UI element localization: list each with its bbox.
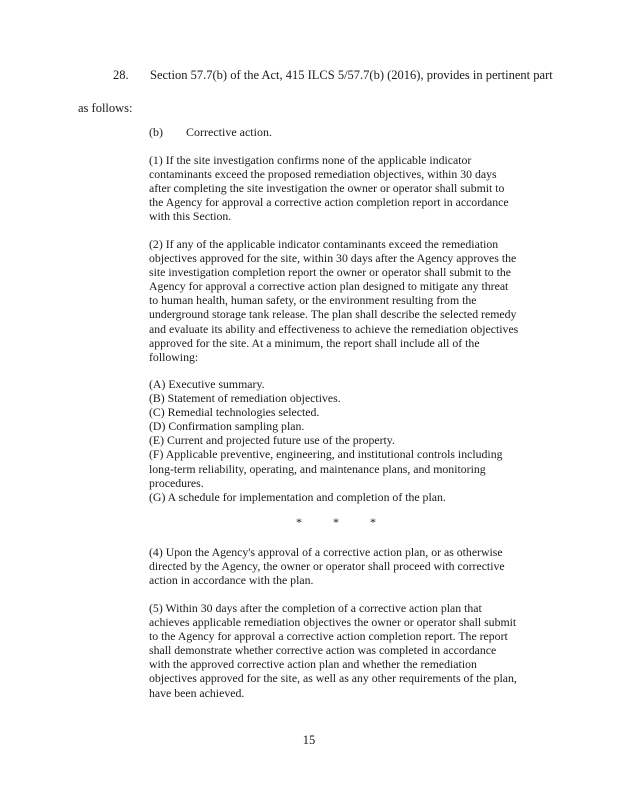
list-item: (D) Confirmation sampling plan. <box>149 419 305 434</box>
list-item: (C) Remedial technologies selected. <box>149 405 320 420</box>
quote-text: (1) If the site investigation confirms none of the applicable indicator contaminants exceed the proposed remediation objectives, within 30 days after completing the site investigation the owner or operator shall submit to the Agency for approval a corrective action completion report in accordance with this Section. <box>149 153 509 224</box>
quote-text: (2) If any of the applicable indicator contaminants exceed the remediation objectives approved for the site, within 30 days after the Agency approves the site investigation completion report the owner or operator shall submit to the Agency for approval a corrective action plan designed to mitigate any threat to human health, human safety, or the environment resulting from the underground storage tank release. The plan shall describe the selected remedy and evaluate its ability and effectiveness to achieve the remediation objectives approved for the site. At a minimum, the report shall include all of the following: <box>149 237 519 364</box>
quote-text: (5) Within 30 days after the completion of a corrective action plan that achieves applicable remediation objectives the owner or operator shall submit to the Agency for approval a corrective action completion report. The report shall demonstrate whether corrective action was completed in accordance with the approved corrective action plan and whether the remediation objectives approved for the site, as well as any other requirements of the plan, have been achieved. <box>149 601 517 700</box>
quote-paragraph-4 <box>149 545 519 587</box>
requirements-list <box>149 377 519 504</box>
paragraph-continuation: as follows: <box>78 101 133 115</box>
quote-paragraph-2 <box>149 237 519 364</box>
ellipsis-stars: * * * <box>296 515 390 529</box>
quote-paragraph-5 <box>149 601 519 700</box>
paragraph-number: 28. <box>113 68 129 82</box>
list-item: (F) Applicable preventive, engineering, and institutional controls including long-term reliability, operating, and maintenance plans, and monitoring procedures. <box>149 447 503 490</box>
list-item: (G) A schedule for implementation and completion of the plan. <box>149 489 446 504</box>
quote-paragraph-1 <box>149 153 519 223</box>
subsection-label: (b) <box>149 125 163 139</box>
paragraph-text: Section 57.7(b) of the Act, 415 ILCS 5/57.7(b) (2016), provides in pertinent part <box>150 68 553 82</box>
list-item: (A) Executive summary. <box>149 377 265 391</box>
page-number: 15 <box>302 733 316 747</box>
subsection-heading <box>149 125 519 139</box>
paragraph-28 <box>113 68 553 83</box>
quote-text: (4) Upon the Agency's approval of a corrective action plan, or as otherwise directed by the Agency, the owner or operator shall proceed with corrective action in accordance with the plan. <box>149 545 505 588</box>
subsection-title: Corrective action. <box>186 125 272 139</box>
list-item: (E) Current and projected future use of the property. <box>149 433 395 448</box>
list-item: (B) Statement of remediation objectives. <box>149 391 341 406</box>
